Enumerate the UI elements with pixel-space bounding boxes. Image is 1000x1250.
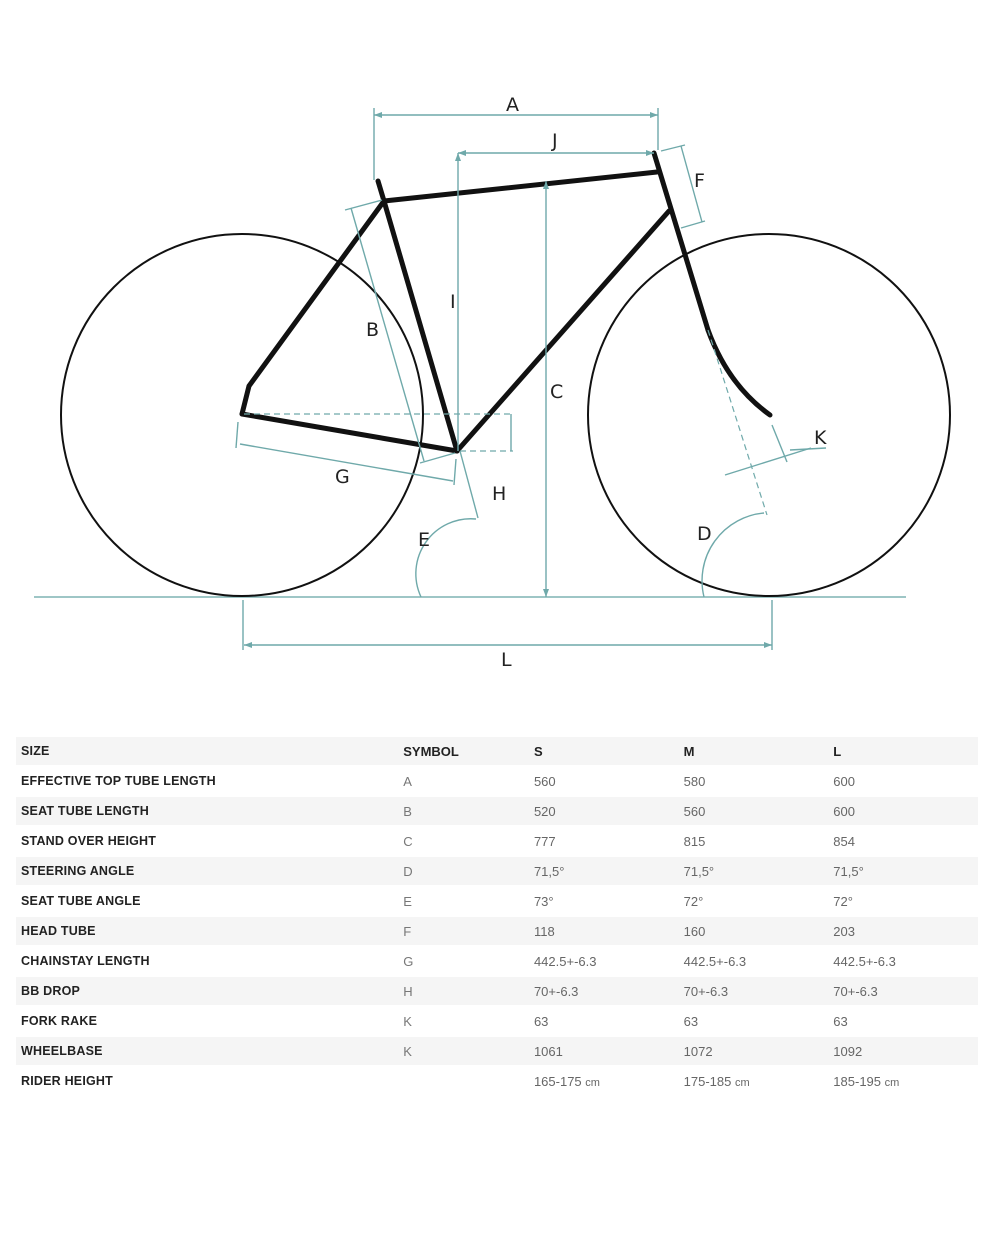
label-d: D xyxy=(697,523,712,545)
dimension-a xyxy=(374,108,658,180)
row-label: HEAD TUBE xyxy=(16,916,398,946)
header-size-l: L xyxy=(828,737,978,766)
dimension-l xyxy=(243,600,772,650)
row-value: 560 xyxy=(679,796,829,826)
row-value xyxy=(828,1066,978,1096)
row-value: 63 xyxy=(679,1006,829,1036)
label-j: J xyxy=(552,130,558,152)
rider-height-value: 185-195 xyxy=(833,1073,882,1089)
header-size: SIZE xyxy=(16,737,398,766)
row-value: 160 xyxy=(679,916,829,946)
label-l: L xyxy=(501,649,512,671)
label-k: K xyxy=(814,427,827,449)
table-row xyxy=(16,976,978,1006)
row-value: 560 xyxy=(529,766,679,796)
row-symbol: F xyxy=(398,916,529,946)
dimension-i xyxy=(455,153,461,451)
top-tube xyxy=(384,172,657,201)
row-value: 63 xyxy=(529,1006,679,1036)
row-value: 777 xyxy=(529,826,679,856)
row-value: 580 xyxy=(679,766,829,796)
table-row xyxy=(16,886,978,916)
table-row xyxy=(16,766,978,796)
row-value: 203 xyxy=(828,916,978,946)
table-header-row xyxy=(16,737,978,766)
row-label: STEERING ANGLE xyxy=(16,856,398,886)
table-row xyxy=(16,1006,978,1036)
table-row xyxy=(16,916,978,946)
label-a: A xyxy=(506,94,519,116)
label-b: B xyxy=(366,319,380,341)
table-row xyxy=(16,856,978,886)
row-value: 63 xyxy=(828,1006,978,1036)
rider-height-unit: cm xyxy=(884,1076,900,1089)
row-label: STAND OVER HEIGHT xyxy=(16,826,398,856)
row-symbol: B xyxy=(398,796,529,826)
row-value: 72° xyxy=(828,886,978,916)
table-row xyxy=(16,826,978,856)
label-c: C xyxy=(550,381,564,403)
row-label: EFFECTIVE TOP TUBE LENGTH xyxy=(16,766,398,796)
row-value: 118 xyxy=(529,916,679,946)
row-label: SEAT TUBE LENGTH xyxy=(16,796,398,826)
row-value: 1072 xyxy=(679,1036,829,1066)
row-label: SEAT TUBE ANGLE xyxy=(16,886,398,916)
label-e: E xyxy=(418,529,431,551)
row-value: 70+-6.3 xyxy=(828,976,978,1006)
row-symbol: H xyxy=(398,976,529,1006)
chainstay xyxy=(242,414,457,451)
row-value: 442.5+-6.3 xyxy=(828,946,978,976)
header-size-s: S xyxy=(529,737,679,766)
seatstay xyxy=(242,201,384,414)
header-symbol: SYMBOL xyxy=(398,737,529,766)
rider-height-value: 175-185 xyxy=(683,1073,732,1089)
row-value: 854 xyxy=(828,826,978,856)
row-value: 1061 xyxy=(529,1036,679,1066)
row-symbol: C xyxy=(398,826,529,856)
row-label: CHAINSTAY LENGTH xyxy=(16,946,398,976)
fork xyxy=(708,330,770,415)
table-row xyxy=(16,796,978,826)
label-i: I xyxy=(450,291,456,313)
row-label: RIDER HEIGHT xyxy=(16,1066,398,1096)
row-symbol: K xyxy=(398,1006,529,1036)
row-value: 71,5° xyxy=(529,856,679,886)
row-symbol: G xyxy=(398,946,529,976)
table-row xyxy=(16,946,978,976)
row-label: FORK RAKE xyxy=(16,1006,398,1036)
row-value: 1092 xyxy=(828,1036,978,1066)
header-size-m: M xyxy=(679,737,829,766)
label-g: G xyxy=(335,466,350,488)
dimension-k xyxy=(725,425,826,475)
row-value: 70+-6.3 xyxy=(679,976,829,1006)
dimension-c xyxy=(543,181,549,597)
down-tube xyxy=(457,211,669,451)
row-value: 73° xyxy=(529,886,679,916)
row-value: 520 xyxy=(529,796,679,826)
rider-height-unit: cm xyxy=(585,1076,600,1089)
bike-frame xyxy=(242,153,770,451)
row-label: BB DROP xyxy=(16,976,398,1006)
row-symbol: D xyxy=(398,856,529,886)
row-symbol: E xyxy=(398,886,529,916)
dimension-d xyxy=(702,330,767,597)
table-row xyxy=(16,1036,978,1066)
row-value: 71,5° xyxy=(828,856,978,886)
row-symbol xyxy=(398,1066,529,1096)
rider-height-unit: cm xyxy=(734,1076,750,1089)
row-symbol: A xyxy=(398,766,529,796)
seat-post xyxy=(378,181,384,201)
row-value: 71,5° xyxy=(679,856,829,886)
table-row-rider-height xyxy=(16,1066,978,1096)
row-value: 72° xyxy=(679,886,829,916)
geometry-table xyxy=(16,737,978,1097)
rider-height-value: 165-175 xyxy=(533,1073,582,1089)
row-value: 815 xyxy=(679,826,829,856)
row-value: 442.5+-6.3 xyxy=(529,946,679,976)
row-label: WHEELBASE xyxy=(16,1036,398,1066)
row-value: 600 xyxy=(828,766,978,796)
label-h: H xyxy=(492,483,507,505)
row-symbol: K xyxy=(398,1036,529,1066)
row-value: 442.5+-6.3 xyxy=(679,946,829,976)
row-value xyxy=(529,1066,679,1096)
row-value: 600 xyxy=(828,796,978,826)
dimension-b xyxy=(345,200,455,463)
row-value: 70+-6.3 xyxy=(529,976,679,1006)
row-value xyxy=(679,1066,829,1096)
label-f: F xyxy=(694,170,705,192)
